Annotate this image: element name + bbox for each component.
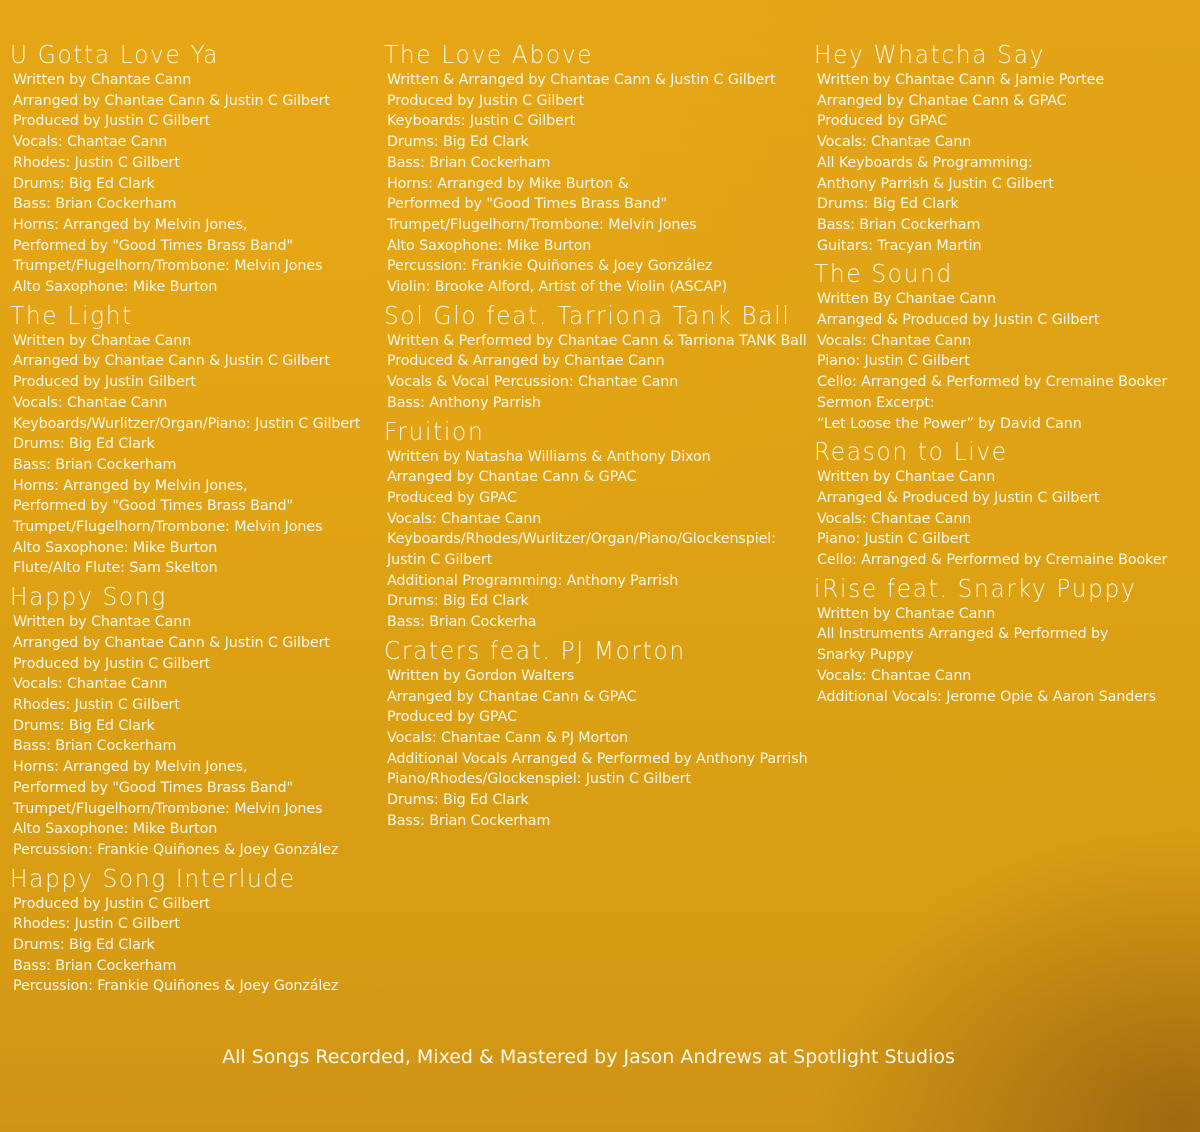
song-title: The Light <box>10 300 133 330</box>
song-credits <box>384 636 812 832</box>
credit-line: Written by Chantae Cann & Jamie Portee <box>817 72 1105 88</box>
song-title: Fruition <box>384 416 485 446</box>
credit-line: Written by Chantae Cann <box>817 605 996 622</box>
credit-line: Horns: Arranged by Mike Burton & <box>387 175 629 192</box>
credit-line: Written by Chantae Cann <box>13 614 192 631</box>
credit-line: Alto Saxophone: Mike Burton <box>387 237 592 254</box>
credit-line: Trumpet/Flugelhorn/Trombone: Melvin Jones <box>13 258 323 275</box>
credit-line: Bass: Brian Cockerham <box>13 957 177 974</box>
credit-line: Sermon Excerpt: <box>817 394 935 411</box>
credit-line: Vocals: Chantae Cann <box>13 394 168 411</box>
credit-line: Vocals: Chantae Cann <box>13 134 168 151</box>
credit-line: Written by Gordon Walters <box>387 667 575 684</box>
credit-line: Flute/Alto Flute: Sam Skelton <box>13 560 218 577</box>
song-title: Reason to Live <box>814 437 1008 467</box>
song-title: Happy Song Interlude <box>10 863 296 893</box>
credit-line: Produced by Justin C Gilbert <box>13 895 211 912</box>
credit-line: Keyboards/Wurlitzer/Organ/Piano: Justin C Gilbert <box>13 415 361 432</box>
credit-line: Bass: Brian Cockerham <box>817 216 981 233</box>
credit-line: Bass: Brian Cockerham <box>13 456 177 473</box>
credit-line: Arranged by Chantae Cann & GPAC <box>817 92 1067 109</box>
credit-line: Arranged by Chantae Cann & Justin C Gilbert <box>13 634 330 651</box>
song-title: Hey Whatcha Say <box>814 40 1046 69</box>
credit-line: Drums: Big Ed Clark <box>387 792 529 809</box>
credit-line: All Instruments Arranged & Performed by <box>817 626 1109 643</box>
credits-column-2 <box>384 40 812 835</box>
credit-line: Anthony Parrish & Justin C Gilbert <box>817 175 1054 192</box>
song-credits <box>10 301 380 579</box>
credit-line: Vocals: Chantae Cann <box>817 667 972 684</box>
song-title: The Sound <box>814 259 953 289</box>
credit-line: Produced by GPAC <box>817 113 947 130</box>
credit-line: Drums: Big Ed Clark <box>387 593 529 610</box>
credit-line: Alto Saxophone: Mike Burton <box>13 279 218 296</box>
credit-line: Percussion: Frankie Quiñones & Joey González <box>13 841 339 858</box>
credit-line: Horns: Arranged by Melvin Jones, <box>13 759 248 776</box>
credit-line: Bass: Brian Cockerham <box>387 154 551 171</box>
song-title: The Love Above <box>384 40 594 69</box>
credit-line: Trumpet/Flugelhorn/Trombone: Melvin Jones <box>13 519 323 536</box>
credit-line: Drums: Big Ed Clark <box>13 175 155 192</box>
credit-line: Bass: Brian Cockerha <box>387 614 537 631</box>
credit-line: Alto Saxophone: Mike Burton <box>13 821 218 838</box>
song-credits <box>814 259 1194 434</box>
credit-line: Trumpet/Flugelhorn/Trombone: Melvin Jones <box>387 216 697 233</box>
credit-line: Arranged by Chantae Cann & Justin C Gilbert <box>13 92 330 109</box>
credit-line: Arranged by Chantae Cann & Justin C Gilbert <box>13 353 330 370</box>
credit-line: Produced by Justin C Gilbert <box>387 92 585 109</box>
credit-line: Vocals: Chantae Cann <box>817 510 972 527</box>
credit-line: Written by Natasha Williams & Anthony Dixon <box>387 448 711 465</box>
credit-line: Additional Vocals: Jerome Opie & Aaron Sanders <box>817 688 1157 705</box>
credit-line: Rhodes: Justin C Gilbert <box>13 696 180 713</box>
credit-line: Written by Chantae Cann <box>817 469 996 486</box>
credit-line: “Let Loose the Power” by David Cann <box>817 415 1082 432</box>
credit-line: Additional Programming: Anthony Parrish <box>387 572 679 589</box>
credit-line: Alto Saxophone: Mike Burton <box>13 539 218 556</box>
credit-line: Performed by "Good Times Brass Band" <box>13 498 293 515</box>
credit-line: Bass: Brian Cockerham <box>13 196 177 213</box>
song-title: iRise feat. Snarky Puppy <box>814 573 1137 603</box>
credit-line: Drums: Big Ed Clark <box>817 196 959 213</box>
credit-line: Written By Chantae Cann <box>817 291 996 308</box>
credit-line: Performed by "Good Times Brass Band" <box>13 237 293 254</box>
song-credits <box>814 40 1194 256</box>
credit-line: Cello: Arranged & Performed by Cremaine Booker <box>817 552 1168 569</box>
credit-line: Produced by Justin C Gilbert <box>13 655 211 672</box>
song-credits <box>10 40 380 298</box>
credit-line: Percussion: Frankie Quiñones & Joey González <box>387 258 713 275</box>
song-credits <box>814 437 1194 571</box>
credit-line: Piano/Rhodes/Glockenspiel: Justin C Gilbert <box>387 771 691 788</box>
credit-line: All Keyboards & Programming: <box>817 154 1033 171</box>
song-title: Sol Glo feat. Tarriona Tank Ball <box>384 300 791 330</box>
song-credits <box>814 574 1194 708</box>
credit-line: Vocals & Vocal Percussion: Chantae Cann <box>387 374 679 391</box>
credit-line: Produced & Arranged by Chantae Cann <box>387 353 665 370</box>
credits-column-1 <box>10 40 380 1000</box>
credit-line: Vocals: Chantae Cann <box>387 510 542 527</box>
credit-line: Written & Performed by Chantae Cann & Tarriona TANK Ball <box>387 332 807 349</box>
credit-line: Justin C Gilbert <box>387 552 493 569</box>
credit-line: Rhodes: Justin C Gilbert <box>13 154 180 171</box>
credit-line: Cello: Arranged & Performed by Cremaine Booker <box>817 374 1168 391</box>
credit-line: Performed by "Good Times Brass Band" <box>387 196 667 213</box>
credit-line: Arranged by Chantae Cann & GPAC <box>387 469 637 486</box>
credit-line: Vocals: Chantae Cann <box>13 676 168 693</box>
credit-line: Piano: Justin C Gilbert <box>817 531 970 548</box>
song-title: Happy Song <box>10 582 167 612</box>
credit-line: Drums: Big Ed Clark <box>387 134 529 151</box>
studio-footer: All Songs Recorded, Mixed & Mastered by Jason Andrews at Spotlight Studios <box>222 1046 955 1068</box>
credit-line: Written by Chantae Cann <box>13 332 192 349</box>
credit-line: Piano: Justin C Gilbert <box>817 353 970 370</box>
credit-line: Additional Vocals Arranged & Performed by Anthony Parrish <box>387 750 808 767</box>
song-credits <box>10 864 380 998</box>
credit-line: Rhodes: Justin C Gilbert <box>13 916 180 933</box>
credit-line: Drums: Big Ed Clark <box>13 436 155 453</box>
song-credits <box>384 417 812 633</box>
song-credits <box>384 301 812 414</box>
credit-line: Bass: Brian Cockerham <box>387 812 551 829</box>
credit-line: Percussion: Frankie Quiñones & Joey González <box>13 978 339 995</box>
credits-column-3 <box>814 40 1194 710</box>
credit-line: Snarky Puppy <box>817 647 914 664</box>
credit-line: Trumpet/Flugelhorn/Trombone: Melvin Jones <box>13 800 323 817</box>
credit-line: Keyboards: Justin C Gilbert <box>387 113 576 130</box>
credit-line: Vocals: Chantae Cann <box>817 332 972 349</box>
song-title: U Gotta Love Ya <box>10 40 220 69</box>
credit-line: Written & Arranged by Chantae Cann & Justin C Gilbert <box>387 72 776 88</box>
credit-line: Arranged by Chantae Cann & GPAC <box>387 688 637 705</box>
credit-line: Produced by Justin C Gilbert <box>13 113 211 130</box>
credit-line: Vocals: Chantae Cann <box>817 134 972 151</box>
credit-line: Horns: Arranged by Melvin Jones, <box>13 477 248 494</box>
credit-line: Vocals: Chantae Cann & PJ Morton <box>387 729 629 746</box>
credit-line: Written by Chantae Cann <box>13 72 192 88</box>
song-title: Craters feat. PJ Morton <box>384 635 686 665</box>
credit-line: Keyboards/Rhodes/Wurlitzer/Organ/Piano/Glockenspiel: <box>387 531 776 548</box>
song-credits <box>10 582 380 860</box>
credit-line: Produced by GPAC <box>387 709 517 726</box>
credit-line: Guitars: Tracyan Martin <box>817 237 982 254</box>
credit-line: Arranged & Produced by Justin C Gilbert <box>817 312 1100 329</box>
credit-line: Bass: Brian Cockerham <box>13 738 177 755</box>
credit-line: Violin: Brooke Alford, Artist of the Violin (ASCAP) <box>387 279 728 296</box>
credit-line: Bass: Anthony Parrish <box>387 394 541 411</box>
credit-line: Drums: Big Ed Clark <box>13 937 155 954</box>
credit-line: Drums: Big Ed Clark <box>13 717 155 734</box>
credit-line: Arranged & Produced by Justin C Gilbert <box>817 489 1100 506</box>
credit-line: Horns: Arranged by Melvin Jones, <box>13 216 248 233</box>
credit-line: Produced by Justin Gilbert <box>13 374 196 391</box>
song-credits <box>384 40 812 298</box>
credit-line: Performed by "Good Times Brass Band" <box>13 779 293 796</box>
credit-line: Produced by GPAC <box>387 489 517 506</box>
